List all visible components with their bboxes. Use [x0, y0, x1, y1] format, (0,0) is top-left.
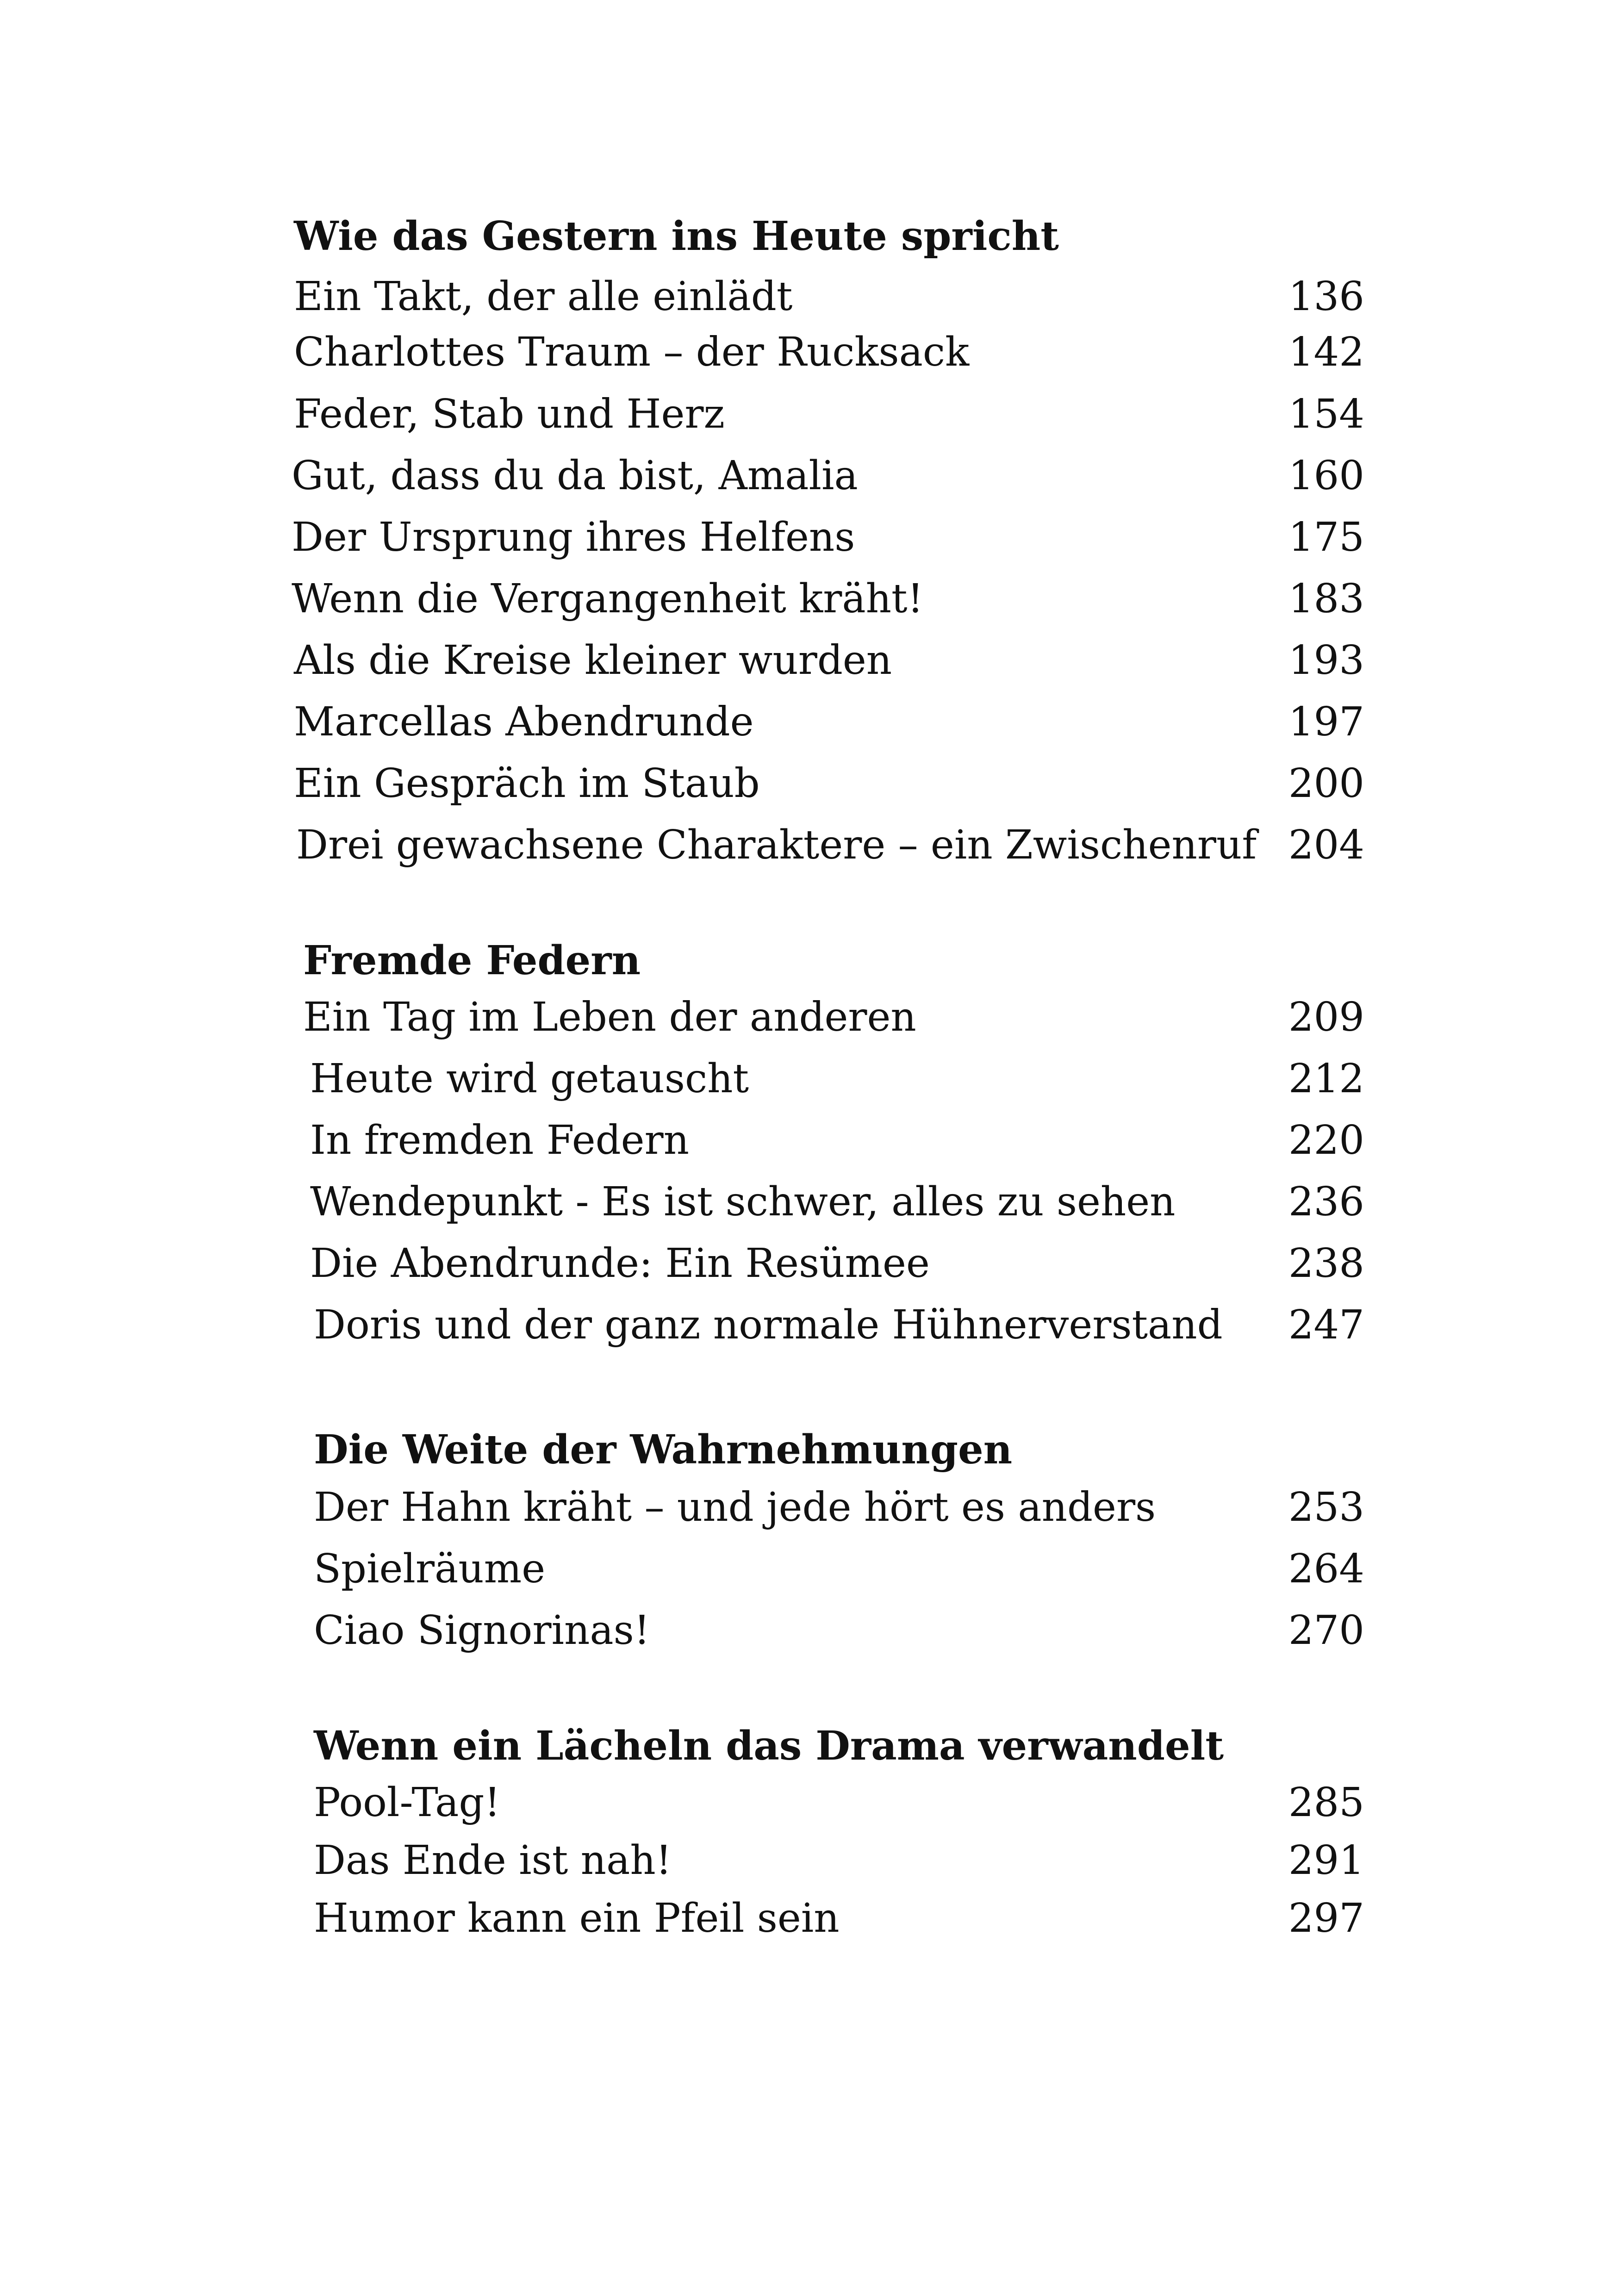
section-title: Wenn ein Lächeln das Drama verwandelt — [314, 1723, 1224, 1769]
entry-page-number: 193 — [1288, 637, 1364, 684]
entry-page-number: 154 — [1288, 391, 1364, 437]
toc-entry — [0, 637, 1618, 696]
entry-page-number: 220 — [1288, 1117, 1364, 1164]
entry-title: Heute wird getauscht — [310, 1056, 749, 1102]
entry-page-number: 183 — [1288, 576, 1364, 622]
toc-entry — [0, 1302, 1618, 1361]
toc-entry — [0, 994, 1618, 1053]
entry-page-number: 253 — [1288, 1484, 1364, 1531]
entry-page-number: 238 — [1288, 1240, 1364, 1287]
entry-title: Der Ursprung ihres Helfens — [292, 514, 855, 560]
toc-entry — [0, 453, 1618, 511]
toc-entry — [0, 1179, 1618, 1238]
toc-entry — [0, 1117, 1618, 1176]
entry-title: Als die Kreise kleiner wurden — [294, 637, 892, 684]
toc-entry — [0, 760, 1618, 819]
toc-entry — [0, 1837, 1618, 1896]
toc-entry — [0, 1607, 1618, 1666]
entry-page-number: 297 — [1288, 1895, 1364, 1941]
entry-title: Wendepunkt - Es ist schwer, alles zu sehen — [310, 1179, 1176, 1225]
entry-title: Ein Tag im Leben der anderen — [303, 994, 916, 1040]
toc-entry — [0, 1056, 1618, 1114]
toc-entry — [0, 576, 1618, 635]
entry-title: Ein Takt, der alle einlädt — [294, 274, 793, 320]
entry-title: Humor kann ein Pfeil sein — [314, 1895, 840, 1941]
toc-entry — [0, 822, 1618, 881]
entry-title: Gut, dass du da bist, Amalia — [292, 453, 858, 499]
toc-entry — [0, 1240, 1618, 1299]
entry-title: Doris und der ganz normale Hühnerverstand — [314, 1302, 1223, 1348]
entry-page-number: 204 — [1288, 822, 1364, 868]
entry-page-number: 291 — [1288, 1837, 1364, 1884]
entry-title: Der Hahn kräht – und jede hört es anders — [314, 1484, 1156, 1531]
entry-title: Wenn die Vergangenheit kräht! — [292, 576, 924, 622]
entry-page-number: 200 — [1288, 760, 1364, 807]
section-title: Fremde Federn — [303, 937, 641, 984]
entry-page-number: 209 — [1288, 994, 1364, 1040]
entry-page-number: 212 — [1288, 1056, 1364, 1102]
toc-entry — [0, 1546, 1618, 1605]
toc-entry — [0, 1780, 1618, 1838]
toc-entry — [0, 329, 1618, 388]
toc-entry — [0, 514, 1618, 573]
entry-title: Pool-Tag! — [314, 1780, 500, 1826]
entry-title: Ein Gespräch im Staub — [294, 760, 760, 807]
entry-title: Spielräume — [314, 1546, 546, 1592]
entry-title: Charlottes Traum – der Rucksack — [294, 329, 970, 375]
entry-page-number: 160 — [1288, 453, 1364, 499]
entry-page-number: 247 — [1288, 1302, 1364, 1348]
entry-title: Drei gewachsene Charaktere – ein Zwischenruf — [296, 822, 1257, 868]
entry-page-number: 270 — [1288, 1607, 1364, 1654]
entry-title: In fremden Federn — [310, 1117, 690, 1164]
entry-title: Ciao Signorinas! — [314, 1607, 650, 1654]
entry-title: Marcellas Abendrunde — [294, 699, 754, 745]
entry-title: Feder, Stab und Herz — [294, 391, 725, 437]
entry-title: Die Abendrunde: Ein Resümee — [310, 1240, 930, 1287]
toc-entry — [0, 391, 1618, 450]
entry-page-number: 285 — [1288, 1780, 1364, 1826]
entry-page-number: 142 — [1288, 329, 1364, 375]
toc-entry — [0, 699, 1618, 758]
entry-page-number: 197 — [1288, 699, 1364, 745]
entry-page-number: 175 — [1288, 514, 1364, 560]
entry-page-number: 264 — [1288, 1546, 1364, 1592]
section-title: Die Weite der Wahrnehmungen — [314, 1426, 1013, 1473]
entry-page-number: 136 — [1288, 274, 1364, 320]
entry-page-number: 236 — [1288, 1179, 1364, 1225]
section-title: Wie das Gestern ins Heute spricht — [294, 213, 1059, 260]
toc-entry — [0, 274, 1618, 332]
toc-entry — [0, 1484, 1618, 1543]
toc-entry — [0, 1895, 1618, 1954]
entry-title: Das Ende ist nah! — [314, 1837, 672, 1884]
